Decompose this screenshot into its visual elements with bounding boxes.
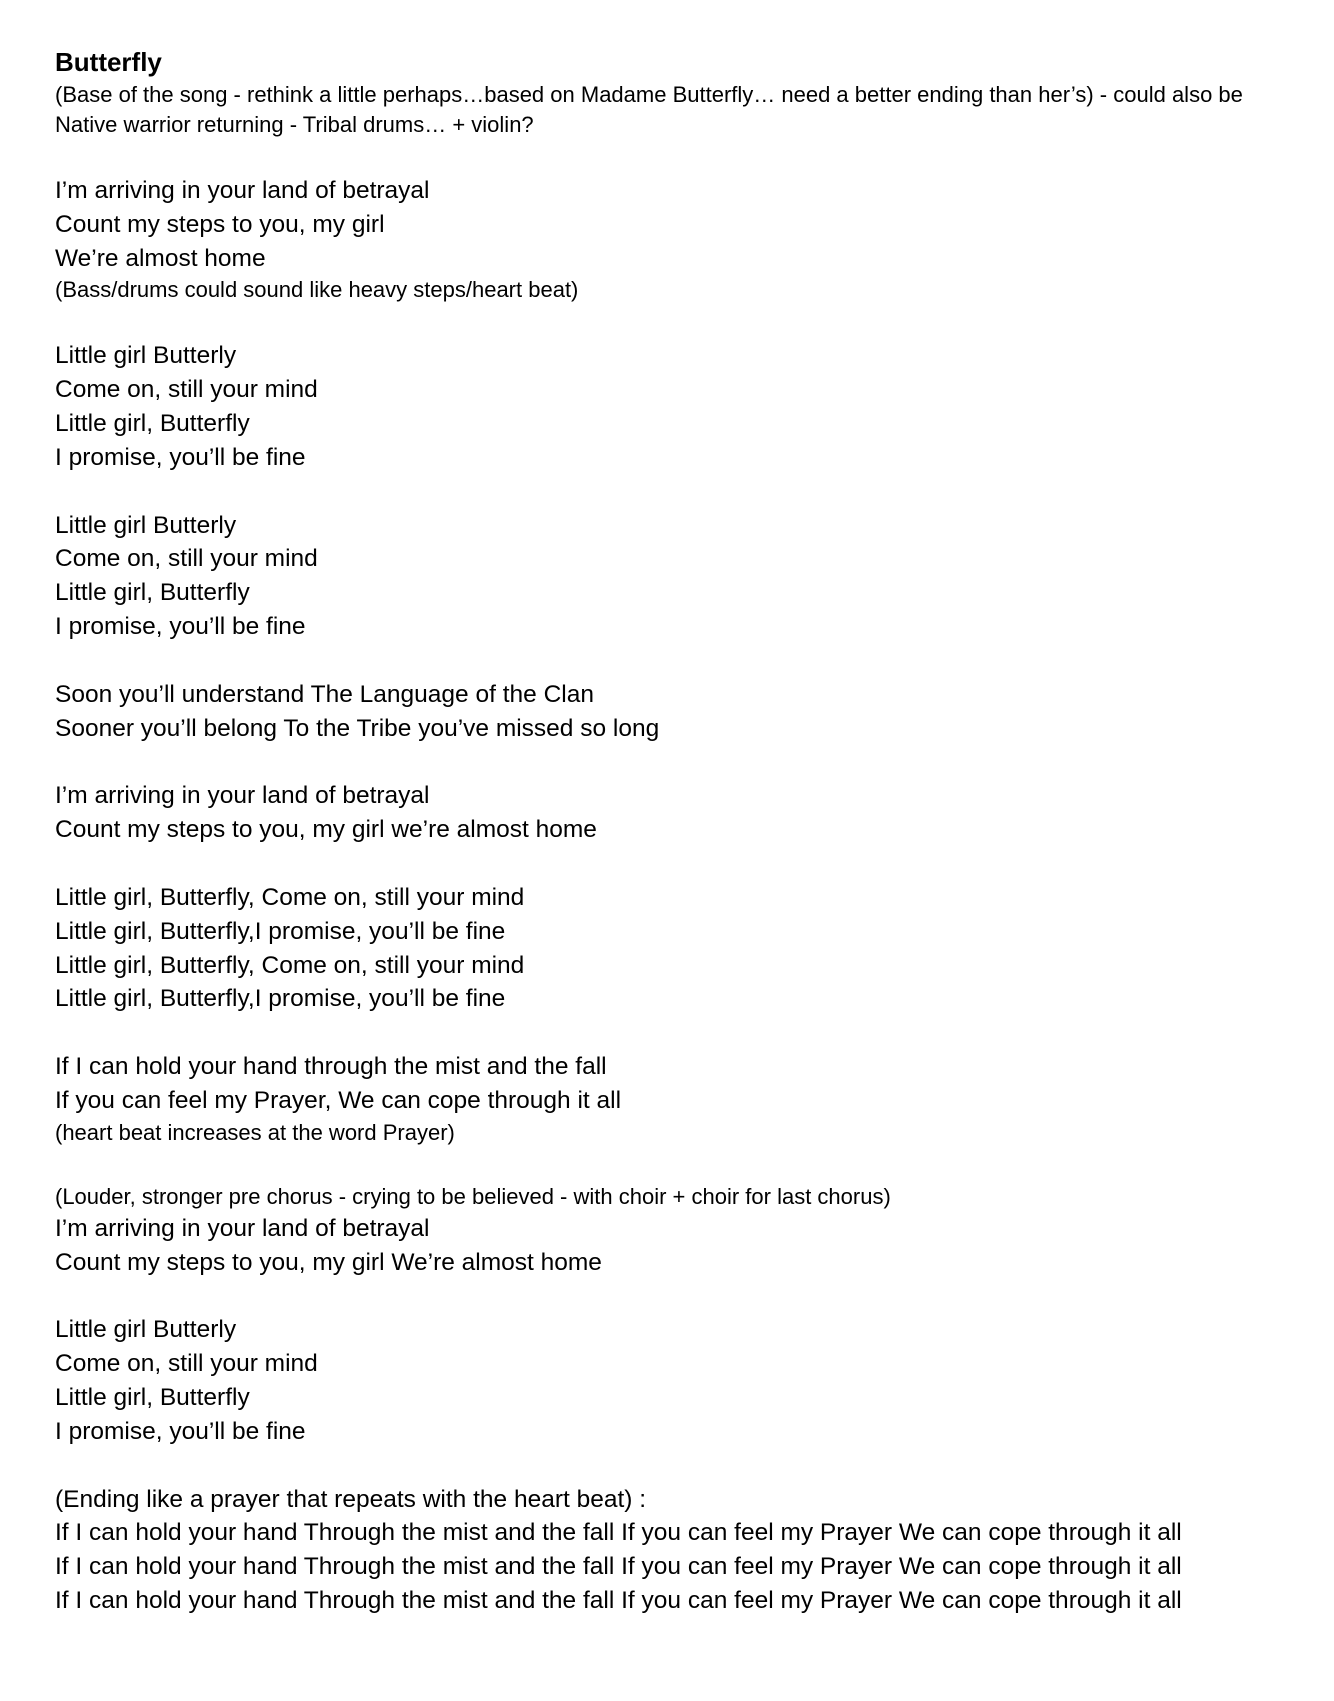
- lyric-line: If I can hold your hand Through the mist and the fall If you can feel my Prayer We can cope through it all: [55, 1519, 1182, 1547]
- lyric-line: Soon you’ll understand The Language of the Clan: [55, 680, 594, 708]
- lyric-line: Little girl, Butterfly: [55, 1383, 250, 1411]
- lyric-line: I’m arriving in your land of betrayal: [55, 177, 430, 204]
- stanza: [55, 1182, 1305, 1280]
- stanza-gap: [55, 644, 1305, 678]
- stanza: [55, 509, 1305, 644]
- stanza: [55, 678, 1305, 746]
- stanza-gap: [55, 1279, 1305, 1313]
- lyric-line: Little girl, Butterfly: [55, 409, 250, 437]
- spacer: [55, 140, 1305, 174]
- stanza: [55, 779, 1305, 847]
- stage-note: (heart beat increases at the word Prayer): [55, 1119, 455, 1145]
- lyric-line: Little girl, Butterfly,I promise, you’ll be fine: [55, 917, 506, 945]
- document-page: [55, 44, 1305, 1618]
- lyric-line: Count my steps to you, my girl: [55, 210, 385, 238]
- lyric-line: Count my steps to you, my girl We’re almost home: [55, 1248, 602, 1276]
- stanza-gap: [55, 745, 1305, 779]
- intro-note: (Base of the song - rethink a little perhaps…based on Madame Butterfly… need a better ending than her’s) - could also be Native warrior returning - Tribal drums… + violin?: [55, 82, 1243, 137]
- lyric-line: Come on, still your mind: [55, 1350, 318, 1378]
- lyric-line: I’m arriving in your land of betrayal: [55, 1214, 430, 1242]
- lyric-line: Little girl Butterly: [55, 342, 237, 370]
- lyric-line: I promise, you’ll be fine: [55, 443, 306, 471]
- lyric-line: I promise, you’ll be fine: [55, 1417, 306, 1445]
- lyric-line: Come on, still your mind: [55, 376, 318, 404]
- stanza-gap: [55, 1016, 1305, 1050]
- stanza: [55, 339, 1305, 474]
- stanza: [55, 1313, 1305, 1448]
- lyric-line: I promise, you’ll be fine: [55, 612, 306, 640]
- lyrics-body: [55, 174, 1305, 1618]
- lyric-line: Come on, still your mind: [55, 545, 318, 573]
- stanza: [55, 881, 1305, 1016]
- lyric-line: Sooner you’ll belong To the Tribe you’ve missed so long: [55, 714, 660, 742]
- lyric-line: I’m arriving in your land of betrayal: [55, 782, 430, 810]
- stanza-gap: [55, 475, 1305, 509]
- lyric-line: Count my steps to you, my girl we’re almost home: [55, 816, 597, 844]
- lyric-line: If I can hold your hand Through the mist and the fall If you can feel my Prayer We can cope through it all: [55, 1586, 1182, 1614]
- lyric-line: We’re almost home: [55, 244, 266, 272]
- lyric-line: Little girl, Butterfly, Come on, still your mind: [55, 883, 525, 911]
- lyric-line: If I can hold your hand through the mist and the fall: [55, 1053, 607, 1081]
- document-title: Butterfly: [55, 47, 162, 77]
- lyric-line: Little girl Butterly: [55, 511, 237, 539]
- stage-note: (Bass/drums could sound like heavy steps/heart beat): [55, 277, 579, 303]
- stanza: [55, 174, 1305, 305]
- lyric-line: Little girl, Butterfly, Come on, still your mind: [55, 951, 525, 979]
- lyric-line: If you can feel my Prayer, We can cope through it all: [55, 1086, 622, 1114]
- stanza: [55, 1050, 1305, 1148]
- stanza-gap: [55, 305, 1305, 339]
- lyric-line: Little girl Butterly: [55, 1316, 237, 1344]
- stanza-gap: [55, 1449, 1305, 1483]
- lyric-line: Little girl, Butterfly,I promise, you’ll be fine: [55, 985, 506, 1013]
- stanza-gap: [55, 1148, 1305, 1182]
- stanza: [55, 1483, 1305, 1618]
- lyric-line: If I can hold your hand Through the mist and the fall If you can feel my Prayer We can cope through it all: [55, 1553, 1182, 1581]
- lyric-line: Little girl, Butterfly: [55, 579, 250, 607]
- stage-note: (Louder, stronger pre chorus - crying to be believed - with choir + choir for last chorus): [55, 1183, 891, 1209]
- stanza-gap: [55, 847, 1305, 881]
- lyric-line: (Ending like a prayer that repeats with the heart beat) :: [55, 1485, 647, 1513]
